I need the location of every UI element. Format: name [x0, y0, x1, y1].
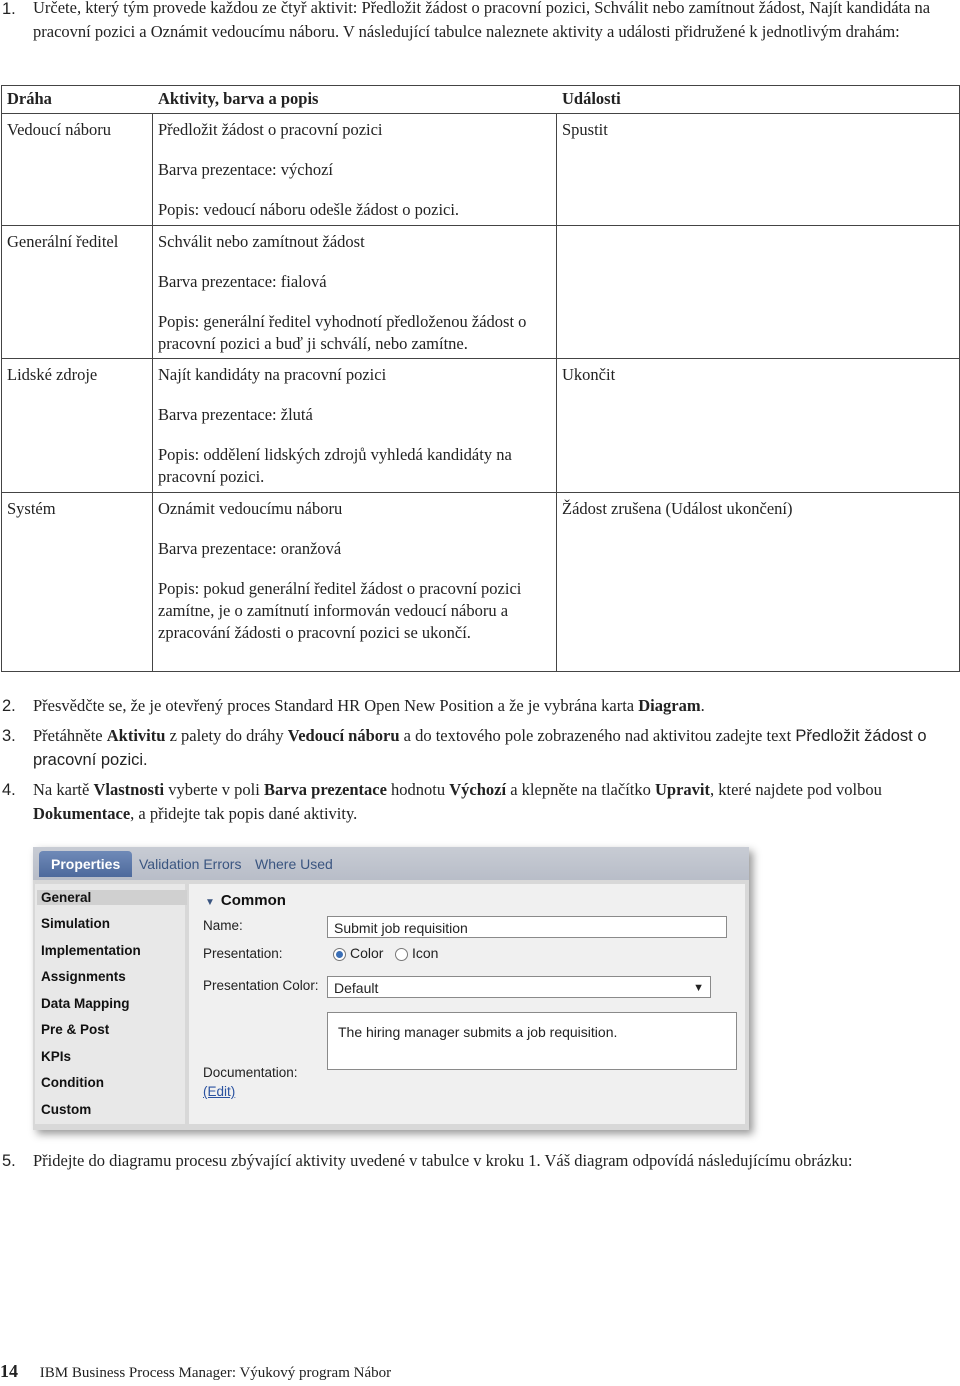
sidebar-item-custom[interactable]: Custom	[41, 1102, 92, 1117]
table-row-2-lane: Generální ředitel	[7, 232, 119, 251]
section-common[interactable]: ▼ Common	[205, 892, 286, 909]
step-2-text: Přesvědčte se, že je otevřený proces Standard HR Open New Position a že je vybrána karta Diagram.	[33, 696, 705, 715]
presentation-color-select[interactable]: Default ▼	[327, 976, 711, 998]
table-row-3-activity: Najít kandidáty na pracovní pozici	[158, 365, 387, 384]
page-footer	[0, 1361, 391, 1382]
step-5-text: Přidejte do diagramu procesu zbývající aktivity uvedené v tabulce v kroku 1. Váš diagram odpovídá následujícímu obrázku:	[33, 1151, 853, 1170]
table-row-1-event: Spustit	[562, 120, 608, 139]
lanes-table	[1, 85, 960, 672]
table-row-4-lane: Systém	[7, 499, 56, 518]
name-label: Name:	[203, 918, 243, 933]
sidebar-item-assignments[interactable]: Assignments	[41, 969, 126, 984]
properties-panel	[33, 847, 749, 1130]
tab-validation-errors[interactable]: Validation Errors	[139, 856, 242, 872]
edit-link[interactable]: (Edit)	[203, 1084, 236, 1099]
step-3-text: Přetáhněte Aktivitu z palety do dráhy Vedoucí náboru a do textového pole zobrazeného nad aktivitou zadejte text Předložit žádost o pracovní pozici.	[33, 726, 927, 769]
table-row-1-activity: Předložit žádost o pracovní pozici	[158, 120, 383, 139]
radio-color[interactable]	[333, 948, 346, 961]
sidebar-item-condition[interactable]: Condition	[41, 1075, 104, 1090]
step-4-number: 4.	[2, 781, 16, 799]
table-row-1-color: Barva prezentace: výchozí	[158, 160, 333, 179]
sidebar-item-data-mapping[interactable]: Data Mapping	[41, 996, 130, 1011]
table-row-4-activity: Oznámit vedoucímu náboru	[158, 499, 343, 518]
properties-tab-bar	[33, 847, 749, 880]
step-1-text: Určete, který tým provede každou ze čtyř aktivit: Předložit žádost o pracovní pozici, Schválit nebo zamítnout žádost, Najít kandidáta na pracovní pozici a Oznámit vedoucímu náboru. V následující tabulce naleznete aktivity a události přidružené k jednotlivým drahám:	[33, 0, 931, 41]
footer-title: IBM Business Process Manager: Výukový program Nábor	[39, 1365, 392, 1381]
table-header-lane: Dráha	[7, 89, 52, 108]
table-row-4-event: Žádost zrušena (Událost ukončení)	[562, 499, 793, 518]
radio-icon[interactable]	[395, 948, 408, 961]
page-number: 14	[0, 1361, 18, 1381]
sidebar-item-kpis[interactable]: KPIs	[41, 1049, 72, 1064]
tab-properties[interactable]: Properties	[39, 851, 132, 877]
chevron-down-icon: ▼	[205, 897, 215, 908]
table-header-events: Události	[562, 89, 621, 108]
table-row-4-desc: Popis: pokud generální ředitel žádost o pracovní pozici zamítne, je o zamítnutí informován vedoucí náboru a zpracování žádosti o pracovní pozici se ukončí.	[158, 579, 522, 642]
step-5-number: 5.	[2, 1152, 16, 1170]
sidebar-item-pre-post[interactable]: Pre & Post	[41, 1022, 110, 1037]
table-row-1-desc: Popis: vedoucí náboru odešle žádost o pozici.	[158, 200, 460, 219]
properties-sidebar	[35, 884, 185, 1124]
sidebar-item-simulation[interactable]: Simulation	[41, 916, 111, 931]
table-row-2-activity: Schválit nebo zamítnout žádost	[158, 232, 365, 251]
table-row-2-color: Barva prezentace: fialová	[158, 272, 327, 291]
documentation-label: Documentation:	[203, 1065, 298, 1080]
table-row-2-desc: Popis: generální ředitel vyhodnotí předloženou žádost o pracovní pozici a buď ji schválí, nebo zamítne.	[158, 312, 527, 353]
presentation-label: Presentation:	[203, 946, 283, 961]
sidebar-item-implementation[interactable]: Implementation	[41, 943, 141, 958]
table-row-4-color: Barva prezentace: oranžová	[158, 539, 342, 558]
table-row-3-event: Ukončit	[562, 365, 616, 384]
radio-icon-label: Icon	[412, 945, 439, 961]
dropdown-arrow-icon: ▼	[693, 982, 704, 994]
name-input[interactable]: Submit job requisition	[327, 916, 727, 938]
table-row-1-lane: Vedoucí náboru	[7, 120, 112, 139]
table-row-3-lane: Lidské zdroje	[7, 365, 98, 384]
tab-where-used[interactable]: Where Used	[255, 856, 333, 872]
table-header-row	[2, 86, 959, 114]
documentation-textarea[interactable]: The hiring manager submits a job requisition.	[327, 1012, 737, 1070]
table-header-activities: Aktivity, barva a popis	[158, 89, 319, 108]
step-3-number: 3.	[2, 727, 16, 745]
step-4-text: Na kartě Vlastnosti vyberte v poli Barva prezentace hodnotu Výchozí a klepněte na tlačítko Upravit, které najdete pod volbou Dokumentace, a přidejte tak popis dané aktivity.	[33, 780, 882, 823]
table-row-3-desc: Popis: oddělení lidských zdrojů vyhledá kandidáty na pracovní pozici.	[158, 445, 512, 486]
step-1-number: 1.	[2, 0, 16, 18]
table-row-3-color: Barva prezentace: žlutá	[158, 405, 313, 424]
properties-content	[189, 884, 745, 1124]
step-2-number: 2.	[2, 697, 16, 715]
presentation-color-label: Presentation Color:	[203, 978, 319, 993]
sidebar-item-general[interactable]: General	[37, 890, 187, 905]
radio-color-label: Color	[350, 945, 384, 961]
